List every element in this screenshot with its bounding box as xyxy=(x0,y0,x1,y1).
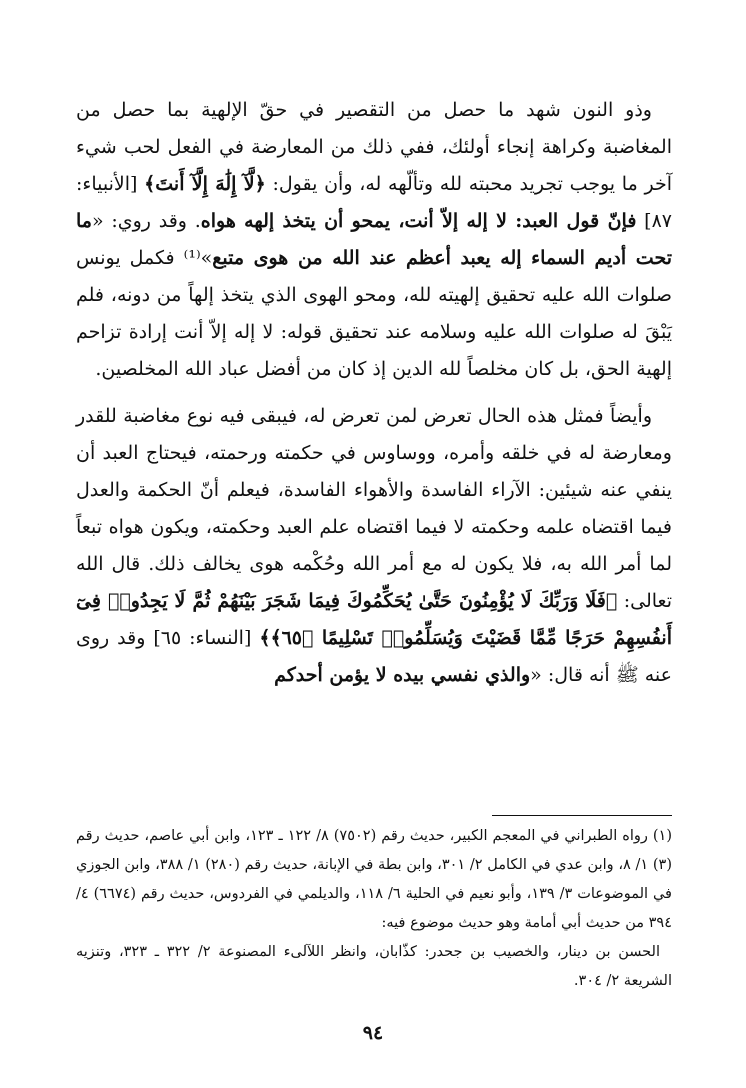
footnote-1: (١) رواه الطبراني في المعجم الكبير، حديث رقم (٧٥٠٢) ٨/ ١٢٢ ـ ١٢٣، وابن أبي عاصم، حديث رقم (٣) ١/ ٨، وابن عدي في الكامل ٢/ ٣٠١، وابن بطة في الإبانة، حديث رقم (٢٨٠) ١/ ٣٨٨، وابن الجوزي في الموضوعات ٣/ ١٣٩، وأبو نعيم في الحلية ٦/ ١١٨، والديلمي في الفردوس، حديث رقم (٦٦٧٤) ٤/ ٣٩٤ من حديث أبي أمامة وهو حديث موضوع فيه: xyxy=(76,828,673,931)
p2-hadith-quote: والذي نفسي بيده لا يؤمن أحدكم xyxy=(274,664,531,686)
p1-citation: [الأنبياء: ٨٧] xyxy=(76,173,672,232)
footnote-1-continued: الحسن بن دينار، والخصيب بن جحدر: كذّابان، وانظر اللآلىء المصنوعة ٢/ ٣٢٢ ـ ٣٢٣، وتنزيه الشريعة ٢/ ٣٠٤. xyxy=(76,944,672,989)
p1-bold-phrase: فإنّ قول العبد: لا إله إلاّ أنت، يمحو أن يتخذ إلهه هواه xyxy=(200,210,637,232)
footnote-divider xyxy=(492,815,672,816)
p1-hadith-quote: ما تحت أديم السماء إله يعبد أعظم عند الله من هوى متبع xyxy=(76,210,672,269)
paragraph-2 xyxy=(76,398,672,694)
p1-text-b: . وقد روي: « xyxy=(91,210,201,232)
quran-verse-nisa: ﴿فَلَا وَرَبِّكَ لَا يُؤْمِنُونَ حَتَّىٰ يُحَكِّمُوكَ فِيمَا شَجَرَ بَيْنَهُمْ ثُمَّ لَا يَجِدُوا۟ فِىٓ أَنفُسِهِمْ حَرَجًا مِّمَّا قَضَيْتَ وَيُسَلِّمُوا۟ تَسْلِيمًا ﴿٦٥﴾﴾ xyxy=(76,590,672,649)
p2-text-a: وأيضاً فمثل هذه الحال تعرض لمن تعرض له، فيبقى فيه نوع مغاضبة للقدر ومعارضة له في خلقه وأمره، ووساوس في حكمته ورحمته، فيحتاج العبد أن ينفي عنه شيئين: الآراء الفاسدة والأهواء الفاسدة، فيعلم أنّ الحكمة والعدل فيما اقتضاه علمه وحكمته لا فيما اقتضاه علم العبد وحكمته، ويكون هواه تبعاً لما أمر الله به، فلا يكون له مع أمر الله وحُكْمه هوى يخالف ذلك. قال الله تعالى: xyxy=(76,405,672,612)
page-number: ٩٤ xyxy=(362,1022,384,1044)
p1-text-a: وذو النون شهد ما حصل من التقصير في حقّ الإلهية بما حصل من المغاضبة وكراهة إنجاء أولئك، ففي ذلك من المعارضة في الفعل لحب شيء آخر ما يوجب تجريد محبته لله وتألّهه له، وأن يقول: xyxy=(76,99,672,195)
quran-verse-anbiya: ﴿لَّآ إِلَٰهَ إِلَّآ أَنتَ﴾ xyxy=(144,173,266,195)
main-text-block xyxy=(76,92,672,694)
paragraph-1 xyxy=(76,92,672,388)
footnotes-section xyxy=(76,815,672,996)
p1-text-c: »⁽¹⁾ فكمل يونس صلوات الله عليه تحقيق إلهيته لله، ومحو الهوى الذي يتخذ إلهاً من دونه، فلم يَبْقَ له صلوات الله عليه وسلامه عند تحقيق قوله: لا إله إلاّ أنت إرادة تزاحم إلهية الحق، بل كان مخلصاً لله الدين إذ كان من أفضل عباد الله المخلصين. xyxy=(76,247,672,380)
p2-text-b: [النساء: ٦٥] وقد روى عنه ﷺ أنه قال: « xyxy=(76,627,672,686)
